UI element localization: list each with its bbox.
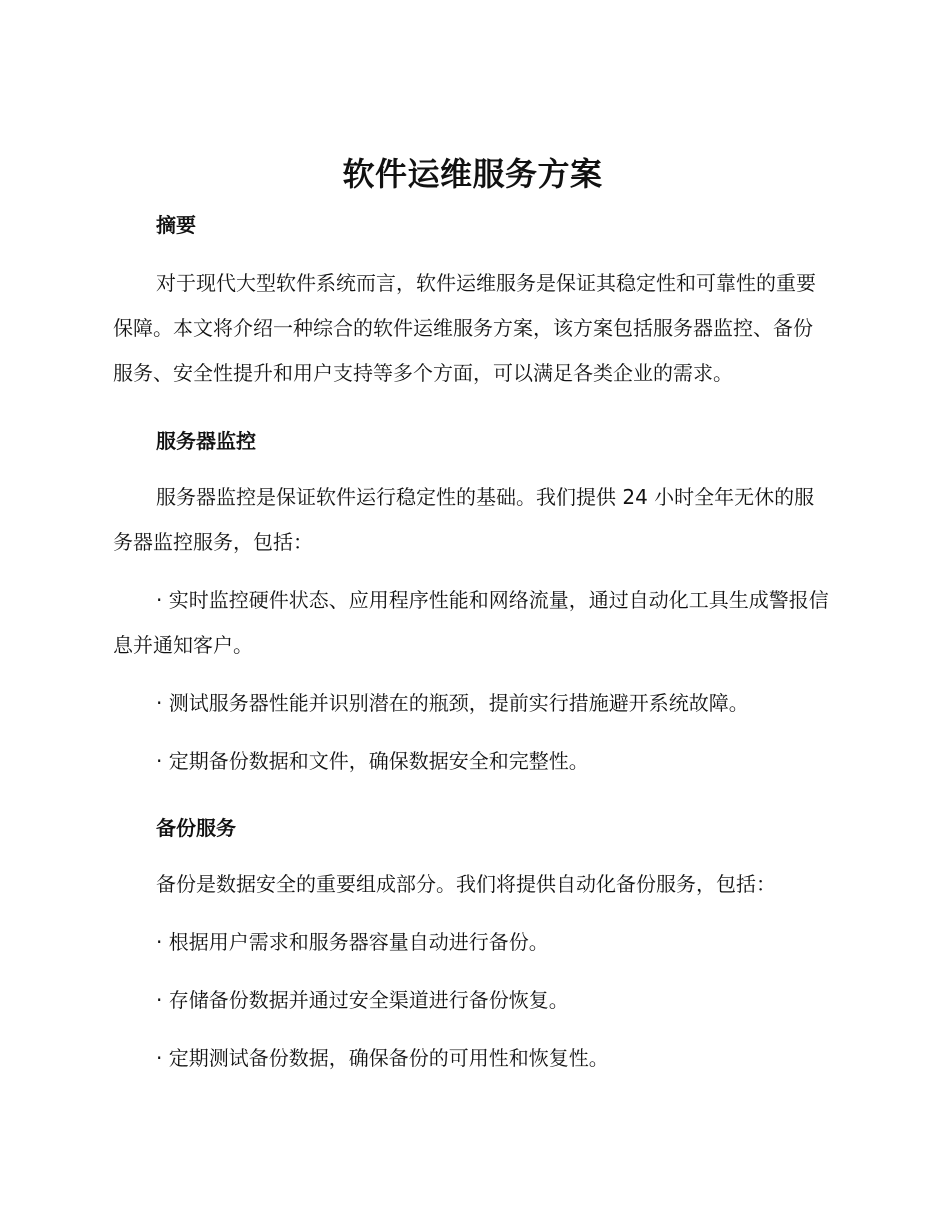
list-item: · 存储备份数据并通过安全渠道进行备份恢复。 [156,988,569,1012]
list-item: · 根据用户需求和服务器容量自动进行备份。 [156,930,549,954]
section-heading-abstract: 摘要 [156,213,196,237]
list-item: · 定期备份数据和文件，确保数据安全和完整性。 [156,749,589,773]
document-title: 软件运维服务方案 [342,155,603,193]
abstract-paragraph: 对于现代大型软件系统而言，软件运维服务是保证其稳定性和可靠性的重要保障。本文将介绍一种综合的软件运维服务方案，该方案包括服务器监控、备份服务、安全性提升和用户支持等多个方面，可以满足各类企业的需求。 [113,271,816,385]
section-heading-server-monitoring: 服务器监控 [156,429,256,453]
backup-service-list [113,920,832,1081]
server-monitoring-list [113,578,832,784]
section-heading-backup-service: 备份服务 [156,816,236,840]
backup-service-paragraph: 备份是数据安全的重要组成部分。我们将提供自动化备份服务，包括： [156,872,776,896]
list-item: · 实时监控硬件状态、应用程序性能和网络流量，通过自动化工具生成警报信息并通知客户。 [113,588,829,657]
server-monitoring-paragraph: 服务器监控是保证软件运行稳定性的基础。我们提供 24 小时全年无休的服务器监控服务，包括： [113,485,815,554]
list-item: · 测试服务器性能并识别潜在的瓶颈，提前实行措施避开系统故障。 [156,691,749,715]
list-item: · 定期测试备份数据，确保备份的可用性和恢复性。 [156,1046,609,1070]
